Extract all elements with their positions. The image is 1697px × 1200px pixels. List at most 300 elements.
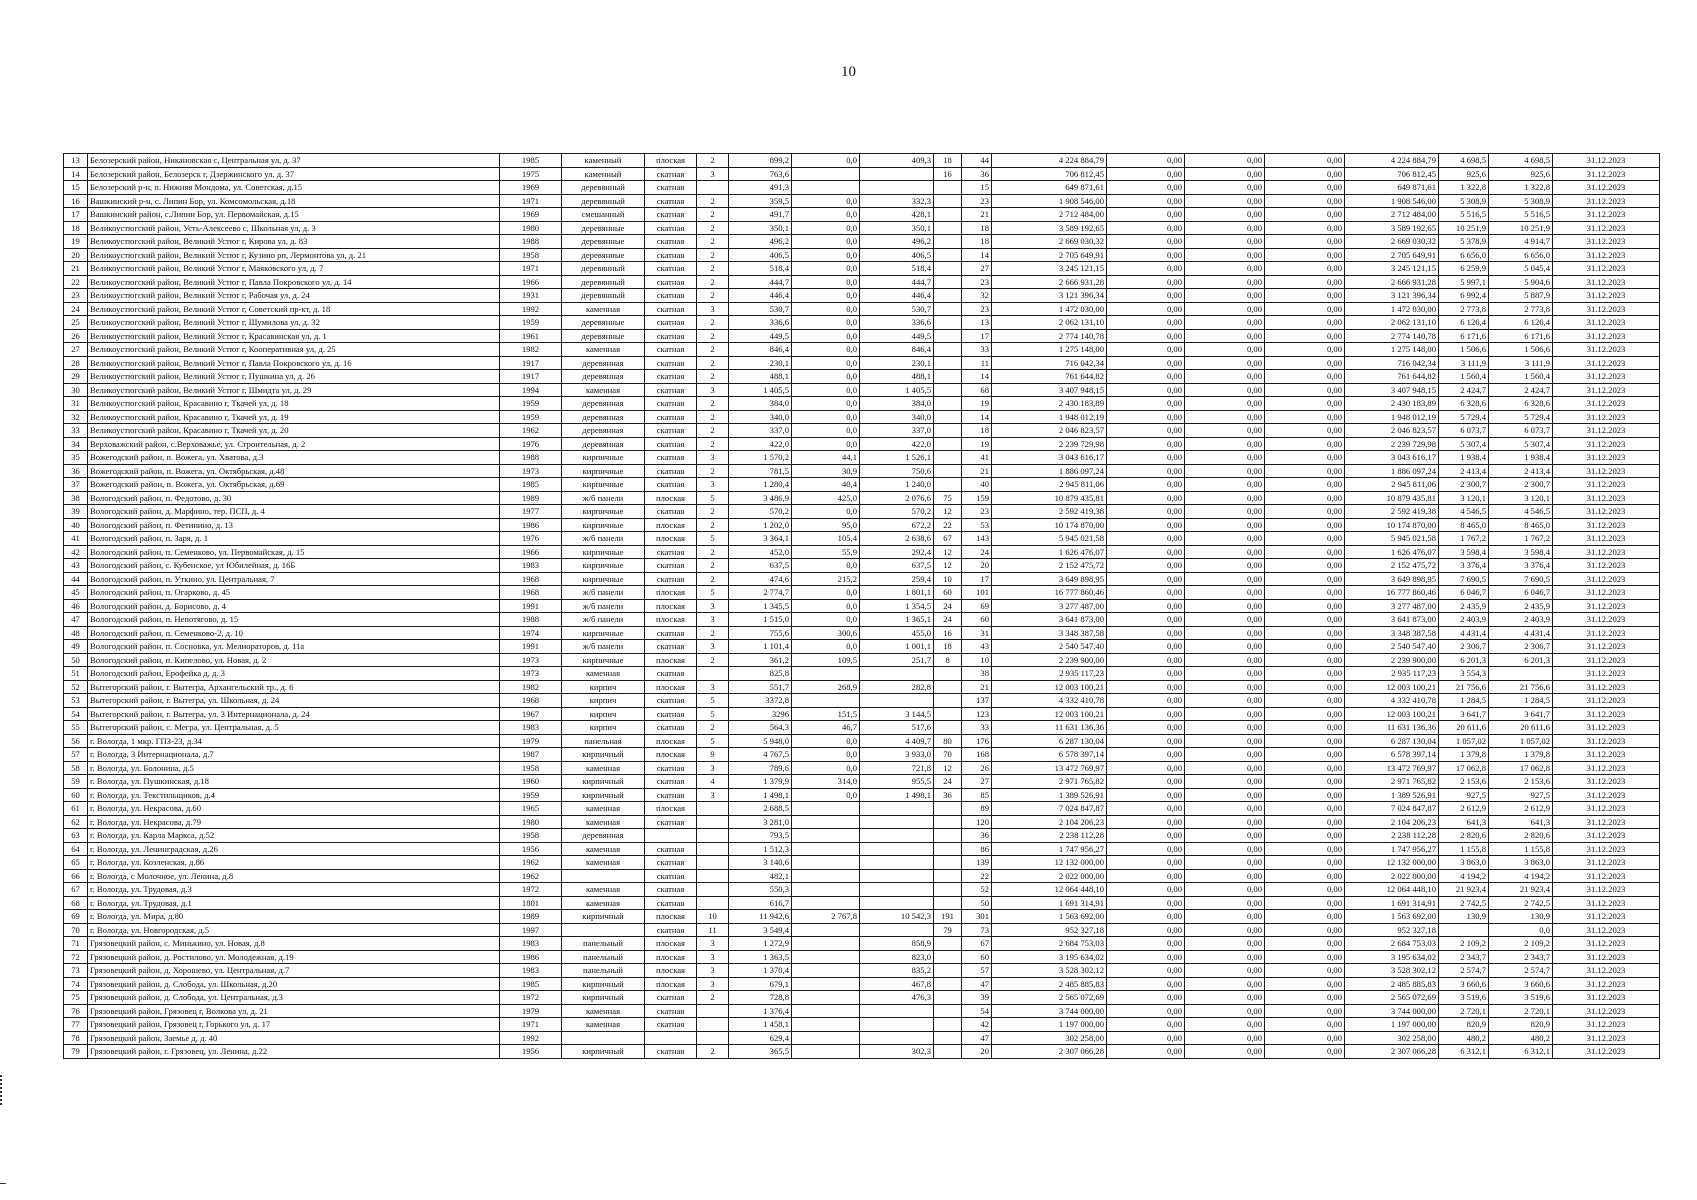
cost-per-sqm-cell: 3 660,6: [1439, 977, 1489, 991]
total-area-cell: 1 280,4: [729, 478, 792, 492]
fund-cost-cell: 0,00: [1107, 397, 1185, 411]
residential-area-cell: 1 354,5: [860, 599, 934, 613]
table-row: [64, 964, 1660, 978]
total-area-cell: 365,5: [729, 1045, 792, 1059]
row-number-cell: 26: [64, 329, 88, 343]
total-area-cell: 899,2: [729, 154, 792, 168]
apartments-cell: [934, 856, 962, 870]
residential-area-cell: 530,7: [860, 302, 934, 316]
apartments-cell: [934, 194, 962, 208]
fund-total-cell: 3 043 616,17: [1345, 451, 1439, 465]
budget-cost-cell: 0,00: [1185, 586, 1265, 600]
residential-area-cell: 637,5: [860, 559, 934, 573]
residents-cell: 60: [962, 950, 992, 964]
floors-cell: 3: [697, 788, 729, 802]
cost-per-sqm-limit-cell: 5 045,4: [1489, 262, 1553, 276]
apartments-cell: [934, 289, 962, 303]
apartments-cell: [934, 370, 962, 384]
total-cost-cell: 1 389 526,91: [992, 788, 1107, 802]
residents-cell: 21: [962, 464, 992, 478]
cost-per-sqm-limit-cell: 7 690,5: [1489, 572, 1553, 586]
nonresidential-area-cell: 0,0: [792, 599, 860, 613]
fund-cost-cell: 0,00: [1107, 775, 1185, 789]
floors-cell: 5: [697, 532, 729, 546]
residents-cell: 57: [962, 964, 992, 978]
deadline-cell: 31.12.2023: [1553, 397, 1660, 411]
total-cost-cell: 3 744 000,00: [992, 1004, 1107, 1018]
total-area-cell: 1 345,5: [729, 599, 792, 613]
fund-total-cell: 2 485 885,83: [1345, 977, 1439, 991]
nonresidential-area-cell: [792, 667, 860, 681]
cost-per-sqm-cell: 4 194,2: [1439, 869, 1489, 883]
row-number-cell: 70: [64, 923, 88, 937]
residents-cell: 20: [962, 559, 992, 573]
wall-material-cell: деревянный: [562, 275, 645, 289]
apartments-cell: 24: [934, 775, 962, 789]
address-cell: Грязовецкий район, Грязовец г, Горького ул, д. 17: [88, 1018, 500, 1032]
deadline-cell: 31.12.2023: [1553, 505, 1660, 519]
cost-per-sqm-limit-cell: 1 057,02: [1489, 734, 1553, 748]
wall-material-cell: ж/б панели: [562, 532, 645, 546]
year-built-cell: 1991: [500, 599, 562, 613]
wall-material-cell: панельная: [562, 734, 645, 748]
fund-total-cell: 6 287 130,04: [1345, 734, 1439, 748]
nonresidential-area-cell: 105,4: [792, 532, 860, 546]
residents-cell: 10: [962, 653, 992, 667]
address-cell: Вологодский район, д. Борисово, д. 4: [88, 599, 500, 613]
roof-type-cell: скатная: [645, 262, 697, 276]
deadline-cell: 31.12.2023: [1553, 235, 1660, 249]
floors-cell: 2: [697, 235, 729, 249]
wall-material-cell: [562, 923, 645, 937]
apartments-cell: 24: [934, 599, 962, 613]
total-cost-cell: 761 644,82: [992, 370, 1107, 384]
cost-per-sqm-limit-cell: 2 300,7: [1489, 478, 1553, 492]
apartments-cell: 18: [934, 154, 962, 168]
wall-material-cell: каменная: [562, 761, 645, 775]
deadline-cell: 31.12.2023: [1553, 343, 1660, 357]
apartments-cell: [934, 896, 962, 910]
address-cell: г. Вологда, ул. Некрасова, д.60: [88, 802, 500, 816]
cost-per-sqm-limit-cell: 2 612,9: [1489, 802, 1553, 816]
residential-area-cell: [860, 181, 934, 195]
nonresidential-area-cell: 0,0: [792, 748, 860, 762]
fund-total-cell: 2 592 419,38: [1345, 505, 1439, 519]
residents-cell: 33: [962, 343, 992, 357]
year-built-cell: 1987: [500, 748, 562, 762]
total-area-cell: 3372,8: [729, 694, 792, 708]
total-cost-cell: 12 003 100,21: [992, 680, 1107, 694]
cost-per-sqm-cell: 2 574,7: [1439, 964, 1489, 978]
row-number-cell: 53: [64, 694, 88, 708]
nonresidential-area-cell: 0,0: [792, 559, 860, 573]
year-built-cell: 1971: [500, 262, 562, 276]
floors-cell: 3: [697, 167, 729, 181]
year-built-cell: 1969: [500, 181, 562, 195]
floors-cell: 2: [697, 991, 729, 1005]
cost-per-sqm-cell: 2 424,7: [1439, 383, 1489, 397]
address-cell: Грязовецкий район, д. Ростилово, ул. Молодежная, д.19: [88, 950, 500, 964]
row-number-cell: 18: [64, 221, 88, 235]
apartments-cell: 10: [934, 572, 962, 586]
roof-type-cell: скатная: [645, 478, 697, 492]
address-cell: г. Вологда, ул. Козленская, д.86: [88, 856, 500, 870]
cost-per-sqm-limit-cell: 5 904,6: [1489, 275, 1553, 289]
roof-type-cell: скатная: [645, 424, 697, 438]
wall-material-cell: кирпичный: [562, 1045, 645, 1059]
residents-cell: 67: [962, 937, 992, 951]
total-area-cell: 825,8: [729, 667, 792, 681]
cost-per-sqm-limit-cell: 4 914,7: [1489, 235, 1553, 249]
nonresidential-area-cell: 0,0: [792, 383, 860, 397]
residents-cell: 23: [962, 275, 992, 289]
apartments-cell: [934, 802, 962, 816]
wall-material-cell: деревянная: [562, 356, 645, 370]
total-cost-cell: 3 043 616,17: [992, 451, 1107, 465]
residents-cell: 120: [962, 815, 992, 829]
deadline-cell: 31.12.2023: [1553, 410, 1660, 424]
owners-cost-cell: 0,00: [1265, 235, 1345, 249]
apartments-cell: [934, 694, 962, 708]
total-cost-cell: 649 871,61: [992, 181, 1107, 195]
floors-cell: 3: [697, 640, 729, 654]
wall-material-cell: кирпичный: [562, 748, 645, 762]
residents-cell: 301: [962, 910, 992, 924]
table-row: [64, 640, 1660, 654]
year-built-cell: 1973: [500, 667, 562, 681]
row-number-cell: 39: [64, 505, 88, 519]
roof-type-cell: скатная: [645, 640, 697, 654]
row-number-cell: 58: [64, 761, 88, 775]
year-built-cell: 1917: [500, 356, 562, 370]
total-area-cell: 1 376,4: [729, 1004, 792, 1018]
floors-cell: 3: [697, 302, 729, 316]
apartments-cell: [934, 680, 962, 694]
row-number-cell: 62: [64, 815, 88, 829]
deadline-cell: 31.12.2023: [1553, 640, 1660, 654]
year-built-cell: 1982: [500, 343, 562, 357]
budget-cost-cell: 0,00: [1185, 289, 1265, 303]
roof-type-cell: скатная: [645, 302, 697, 316]
floors-cell: 3: [697, 950, 729, 964]
nonresidential-area-cell: 0,0: [792, 505, 860, 519]
address-cell: Великоустюгский район, Великий Устюг г, Пушкина ул, д. 26: [88, 370, 500, 384]
nonresidential-area-cell: 95,0: [792, 518, 860, 532]
table-row: [64, 545, 1660, 559]
owners-cost-cell: 0,00: [1265, 302, 1345, 316]
address-cell: Вологодский район, п. Непотягово, д. 15: [88, 613, 500, 627]
total-cost-cell: 2 712 484,00: [992, 208, 1107, 222]
budget-cost-cell: 0,00: [1185, 329, 1265, 343]
fund-cost-cell: 0,00: [1107, 451, 1185, 465]
year-built-cell: 1968: [500, 572, 562, 586]
fund-total-cell: 3 641 873,00: [1345, 613, 1439, 627]
fund-cost-cell: 0,00: [1107, 235, 1185, 249]
total-area-cell: 551,7: [729, 680, 792, 694]
fund-cost-cell: 0,00: [1107, 410, 1185, 424]
table-row: [64, 950, 1660, 964]
deadline-cell: 31.12.2023: [1553, 883, 1660, 897]
cost-per-sqm-cell: 3 598,4: [1439, 545, 1489, 559]
fund-total-cell: 2 239 729,98: [1345, 437, 1439, 451]
cost-per-sqm-cell: 4 431,4: [1439, 626, 1489, 640]
roof-type-cell: скатная: [645, 842, 697, 856]
table-row: [64, 694, 1660, 708]
deadline-cell: 31.12.2023: [1553, 788, 1660, 802]
cost-per-sqm-cell: 1 155,8: [1439, 842, 1489, 856]
deadline-cell: 31.12.2023: [1553, 1031, 1660, 1045]
fund-cost-cell: 0,00: [1107, 424, 1185, 438]
row-number-cell: 24: [64, 302, 88, 316]
residential-area-cell: 496,2: [860, 235, 934, 249]
cost-per-sqm-cell: 1 057,02: [1439, 734, 1489, 748]
row-number-cell: 76: [64, 1004, 88, 1018]
fund-total-cell: 2 945 811,06: [1345, 478, 1439, 492]
fund-total-cell: 2 935 117,23: [1345, 667, 1439, 681]
fund-total-cell: 3 589 192,65: [1345, 221, 1439, 235]
deadline-cell: 31.12.2023: [1553, 532, 1660, 546]
residential-area-cell: 428,1: [860, 208, 934, 222]
row-number-cell: 17: [64, 208, 88, 222]
floors-cell: 2: [697, 289, 729, 303]
owners-cost-cell: 0,00: [1265, 289, 1345, 303]
residential-area-cell: 467,8: [860, 977, 934, 991]
table-row: [64, 815, 1660, 829]
residents-cell: 47: [962, 977, 992, 991]
year-built-cell: 1959: [500, 788, 562, 802]
cost-per-sqm-cell: 925,6: [1439, 167, 1489, 181]
year-built-cell: 1972: [500, 991, 562, 1005]
row-number-cell: 27: [64, 343, 88, 357]
roof-type-cell: скатная: [645, 694, 697, 708]
table-row: [64, 599, 1660, 613]
address-cell: г. Вологда, ул. Ленинградская, д.26: [88, 842, 500, 856]
budget-cost-cell: 0,00: [1185, 707, 1265, 721]
fund-cost-cell: 0,00: [1107, 181, 1185, 195]
deadline-cell: 31.12.2023: [1553, 518, 1660, 532]
fund-total-cell: 2 430 183,89: [1345, 397, 1439, 411]
roof-type-cell: скатная: [645, 167, 697, 181]
residents-cell: 14: [962, 410, 992, 424]
roof-type-cell: скатная: [645, 1018, 697, 1032]
wall-material-cell: кирпичные: [562, 572, 645, 586]
deadline-cell: 31.12.2023: [1553, 815, 1660, 829]
address-cell: Вологодский район, п. Фетинино, д. 13: [88, 518, 500, 532]
address-cell: г. Вологда, 1 мкр. ГПЗ-23, д.34: [88, 734, 500, 748]
budget-cost-cell: 0,00: [1185, 599, 1265, 613]
residents-cell: 23: [962, 194, 992, 208]
floors-cell: 2: [697, 208, 729, 222]
wall-material-cell: каменная: [562, 383, 645, 397]
row-number-cell: 49: [64, 640, 88, 654]
roof-type-cell: плоская: [645, 154, 697, 168]
owners-cost-cell: 0,00: [1265, 424, 1345, 438]
apartments-cell: [934, 937, 962, 951]
residents-cell: 176: [962, 734, 992, 748]
row-number-cell: 46: [64, 599, 88, 613]
row-number-cell: 61: [64, 802, 88, 816]
residents-cell: 18: [962, 235, 992, 249]
owners-cost-cell: 0,00: [1265, 194, 1345, 208]
address-cell: г. Вологда, ул. Трудовая, д.3: [88, 883, 500, 897]
table-row: [64, 788, 1660, 802]
year-built-cell: 1983: [500, 937, 562, 951]
owners-cost-cell: 0,00: [1265, 491, 1345, 505]
buildings-table-wrapper: [63, 153, 1659, 1059]
roof-type-cell: скатная: [645, 869, 697, 883]
residents-cell: 14: [962, 248, 992, 262]
year-built-cell: 1985: [500, 478, 562, 492]
fund-cost-cell: 0,00: [1107, 248, 1185, 262]
floors-cell: [697, 1018, 729, 1032]
table-row: [64, 910, 1660, 924]
table-row: [64, 775, 1660, 789]
row-number-cell: 34: [64, 437, 88, 451]
floors-cell: 2: [697, 437, 729, 451]
deadline-cell: 31.12.2023: [1553, 559, 1660, 573]
residential-area-cell: [860, 829, 934, 843]
floors-cell: 5: [697, 694, 729, 708]
nonresidential-area-cell: 0,0: [792, 302, 860, 316]
apartments-cell: [934, 262, 962, 276]
total-area-cell: 452,0: [729, 545, 792, 559]
nonresidential-area-cell: [792, 1045, 860, 1059]
budget-cost-cell: 0,00: [1185, 977, 1265, 991]
fund-cost-cell: 0,00: [1107, 694, 1185, 708]
cost-per-sqm-limit-cell: 2 403,9: [1489, 613, 1553, 627]
fund-total-cell: 2 774 140,78: [1345, 329, 1439, 343]
row-number-cell: 41: [64, 532, 88, 546]
total-area-cell: 384,0: [729, 397, 792, 411]
cost-per-sqm-limit-cell: 480,2: [1489, 1031, 1553, 1045]
floors-cell: [697, 829, 729, 843]
owners-cost-cell: 0,00: [1265, 829, 1345, 843]
table-row: [64, 505, 1660, 519]
cost-per-sqm-limit-cell: 3 598,4: [1489, 545, 1553, 559]
row-number-cell: 66: [64, 869, 88, 883]
residents-cell: 21: [962, 680, 992, 694]
deadline-cell: 31.12.2023: [1553, 464, 1660, 478]
owners-cost-cell: 0,00: [1265, 964, 1345, 978]
roof-type-cell: [645, 829, 697, 843]
apartments-cell: 60: [934, 586, 962, 600]
roof-type-cell: скатная: [645, 761, 697, 775]
deadline-cell: 31.12.2023: [1553, 248, 1660, 262]
apartments-cell: 79: [934, 923, 962, 937]
table-row: [64, 343, 1660, 357]
cost-per-sqm-limit-cell: 130,9: [1489, 910, 1553, 924]
residents-cell: 19: [962, 397, 992, 411]
cost-per-sqm-limit-cell: 2 413,4: [1489, 464, 1553, 478]
nonresidential-area-cell: [792, 842, 860, 856]
row-number-cell: 74: [64, 977, 88, 991]
address-cell: Вологодский район, п. Федотово, д. 30: [88, 491, 500, 505]
owners-cost-cell: 0,00: [1265, 883, 1345, 897]
year-built-cell: 1961: [500, 329, 562, 343]
wall-material-cell: смешанный: [562, 208, 645, 222]
floors-cell: [697, 896, 729, 910]
budget-cost-cell: 0,00: [1185, 343, 1265, 357]
row-number-cell: 32: [64, 410, 88, 424]
fund-cost-cell: 0,00: [1107, 289, 1185, 303]
residential-area-cell: 292,4: [860, 545, 934, 559]
cost-per-sqm-limit-cell: 1 155,8: [1489, 842, 1553, 856]
roof-type-cell: [645, 1031, 697, 1045]
cost-per-sqm-limit-cell: 5 729,4: [1489, 410, 1553, 424]
deadline-cell: 31.12.2023: [1553, 545, 1660, 559]
cost-per-sqm-limit-cell: 1 506,6: [1489, 343, 1553, 357]
fund-cost-cell: 0,00: [1107, 748, 1185, 762]
residential-area-cell: 1 526,1: [860, 451, 934, 465]
year-built-cell: 1989: [500, 910, 562, 924]
cost-per-sqm-cell: 2 820,6: [1439, 829, 1489, 843]
residents-cell: 17: [962, 572, 992, 586]
cost-per-sqm-cell: 1 322,8: [1439, 181, 1489, 195]
residential-area-cell: 1 498,1: [860, 788, 934, 802]
fund-cost-cell: 0,00: [1107, 221, 1185, 235]
address-cell: г. Вологда, с Молочное, ул. Ленина, д.8: [88, 869, 500, 883]
fund-cost-cell: 0,00: [1107, 275, 1185, 289]
address-cell: Вологодский район, д. Марфино, тер. ПСП, д. 4: [88, 505, 500, 519]
total-cost-cell: 3 348 387,58: [992, 626, 1107, 640]
owners-cost-cell: 0,00: [1265, 532, 1345, 546]
nonresidential-area-cell: 0,0: [792, 370, 860, 384]
roof-type-cell: плоская: [645, 748, 697, 762]
budget-cost-cell: 0,00: [1185, 937, 1265, 951]
row-number-cell: 59: [64, 775, 88, 789]
residential-area-cell: 337,0: [860, 424, 934, 438]
fund-cost-cell: 0,00: [1107, 478, 1185, 492]
cost-per-sqm-cell: 5 307,4: [1439, 437, 1489, 451]
apartments-cell: 12: [934, 545, 962, 559]
budget-cost-cell: 0,00: [1185, 910, 1265, 924]
total-area-cell: 488,1: [729, 370, 792, 384]
deadline-cell: 31.12.2023: [1553, 977, 1660, 991]
total-cost-cell: 1 886 097,24: [992, 464, 1107, 478]
roof-type-cell: скатная: [645, 329, 697, 343]
owners-cost-cell: 0,00: [1265, 694, 1345, 708]
residential-area-cell: [860, 694, 934, 708]
floors-cell: 3: [697, 964, 729, 978]
total-cost-cell: 10 174 870,00: [992, 518, 1107, 532]
apartments-cell: [934, 437, 962, 451]
total-cost-cell: 2 239 900,00: [992, 653, 1107, 667]
cost-per-sqm-limit-cell: 3 111,9: [1489, 356, 1553, 370]
cost-per-sqm-cell: 2 109,2: [1439, 937, 1489, 951]
total-cost-cell: 2 592 419,38: [992, 505, 1107, 519]
total-cost-cell: 2 046 823,57: [992, 424, 1107, 438]
cost-per-sqm-limit-cell: 10 251,9: [1489, 221, 1553, 235]
fund-total-cell: 4 332 410,78: [1345, 694, 1439, 708]
total-area-cell: 337,0: [729, 424, 792, 438]
address-cell: Великоустюгский район, Великий Устюг г, Кирова ул, д. 83: [88, 235, 500, 249]
year-built-cell: 1975: [500, 167, 562, 181]
budget-cost-cell: 0,00: [1185, 694, 1265, 708]
apartments-cell: [934, 1045, 962, 1059]
residential-area-cell: 230,1: [860, 356, 934, 370]
cost-per-sqm-limit-cell: 1 767,2: [1489, 532, 1553, 546]
wall-material-cell: каменная: [562, 815, 645, 829]
address-cell: Великоустюгский район, Великий Устюг г, Красавинская ул, д. 1: [88, 329, 500, 343]
table-body: [64, 154, 1660, 1059]
nonresidential-area-cell: [792, 802, 860, 816]
fund-total-cell: 2 062 131,10: [1345, 316, 1439, 330]
floors-cell: 2: [697, 397, 729, 411]
cost-per-sqm-limit-cell: 1 938,4: [1489, 451, 1553, 465]
floors-cell: 2: [697, 154, 729, 168]
year-built-cell: 1986: [500, 518, 562, 532]
residential-area-cell: 302,3: [860, 1045, 934, 1059]
